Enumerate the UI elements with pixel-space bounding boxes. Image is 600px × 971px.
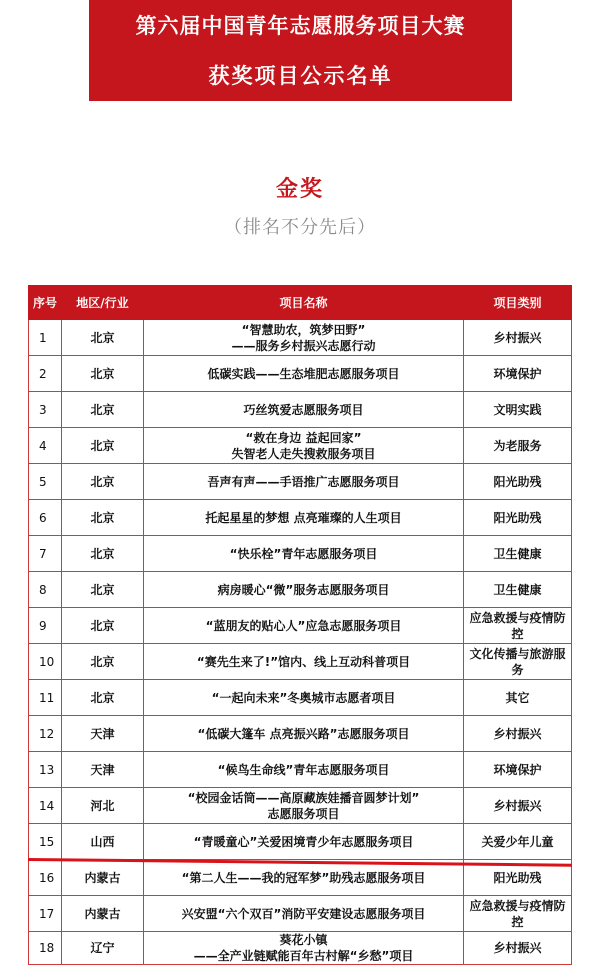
table-row <box>29 392 572 428</box>
table-row <box>29 932 572 965</box>
award-title: 金奖 <box>275 177 324 202</box>
project-name-line: 志愿服务项目 <box>267 806 340 821</box>
project-name-line: “低碳大篷车 点亮振兴路”志愿服务项目 <box>197 726 410 741</box>
row-category: 阳光助残 <box>464 860 572 896</box>
row-project-name <box>144 464 464 500</box>
row-category: 乡村振兴 <box>464 716 572 752</box>
row-no: 9 <box>29 608 62 644</box>
row-region: 北京 <box>62 536 144 572</box>
row-no: 14 <box>29 788 62 824</box>
row-category: 乡村振兴 <box>464 320 572 356</box>
project-name-line: 巧丝筑爱志愿服务项目 <box>243 402 364 417</box>
row-region: 北京 <box>62 428 144 464</box>
row-category: 其它 <box>464 680 572 716</box>
table-row <box>29 896 572 932</box>
project-name-line: ——全产业链赋能百年古村解“乡愁”项目 <box>193 949 414 963</box>
row-project-name <box>144 644 464 680</box>
row-project-name <box>144 608 464 644</box>
row-no: 2 <box>29 356 62 392</box>
project-name-line: “校园金话筒——高原藏族娃播音圆梦计划” <box>187 790 420 805</box>
row-region: 辽宁 <box>62 932 144 965</box>
row-region: 内蒙古 <box>62 896 144 932</box>
project-name-line: “救在身边 益起回家” <box>245 430 362 445</box>
row-region: 北京 <box>62 608 144 644</box>
row-category: 关爱少年儿童 <box>464 824 572 860</box>
project-name-line: 失智老人走失搜救服务项目 <box>231 446 376 461</box>
row-project-name <box>144 536 464 572</box>
project-name-line: 低碳实践——生态堆肥志愿服务项目 <box>207 366 400 381</box>
row-region: 天津 <box>62 752 144 788</box>
row-project-name <box>144 680 464 716</box>
row-category: 乡村振兴 <box>464 932 572 965</box>
row-project-name <box>144 716 464 752</box>
project-name-line: 兴安盟“六个双百”消防平安建设志愿服务项目 <box>181 906 426 921</box>
row-project-name <box>144 356 464 392</box>
row-project-name <box>144 572 464 608</box>
row-no: 4 <box>29 428 62 464</box>
table-row <box>29 608 572 644</box>
table-row <box>29 752 572 788</box>
title-banner <box>89 0 512 101</box>
banner-title-line2: 获奖项目公示名单 <box>208 64 393 88</box>
row-category: 阳光助残 <box>464 500 572 536</box>
row-region: 天津 <box>62 716 144 752</box>
table-header-row <box>29 286 572 320</box>
row-region: 河北 <box>62 788 144 824</box>
table-row <box>29 716 572 752</box>
row-category: 环境保护 <box>464 356 572 392</box>
row-category: 乡村振兴 <box>464 788 572 824</box>
project-name-line: 吾声有声——手语推广志愿服务项目 <box>207 474 400 489</box>
row-no: 8 <box>29 572 62 608</box>
row-project-name <box>144 320 464 356</box>
row-no: 12 <box>29 716 62 752</box>
row-no: 17 <box>29 896 62 932</box>
row-no: 3 <box>29 392 62 428</box>
row-no: 16 <box>29 860 62 896</box>
row-category: 阳光助残 <box>464 464 572 500</box>
table-row <box>29 464 572 500</box>
row-no: 5 <box>29 464 62 500</box>
row-region: 北京 <box>62 464 144 500</box>
row-project-name <box>144 500 464 536</box>
project-name-line: “一起向未来”冬奥城市志愿者项目 <box>211 690 396 705</box>
table-row <box>29 788 572 824</box>
project-name-line: 托起星星的梦想 点亮璀璨的人生项目 <box>205 510 402 525</box>
banner-title-line1: 第六届中国青年志愿服务项目大赛 <box>135 14 466 38</box>
row-region: 北京 <box>62 572 144 608</box>
row-no: 11 <box>29 680 62 716</box>
row-project-name <box>144 428 464 464</box>
row-category: 文化传播与旅游服务 <box>464 644 572 680</box>
row-no: 18 <box>29 932 62 965</box>
row-category: 文明实践 <box>464 392 572 428</box>
header-region: 地区/行业 <box>62 286 144 320</box>
table-row <box>29 356 572 392</box>
row-no: 1 <box>29 320 62 356</box>
row-no: 10 <box>29 644 62 680</box>
row-region: 北京 <box>62 320 144 356</box>
row-project-name <box>144 392 464 428</box>
row-region: 山西 <box>62 824 144 860</box>
row-no: 15 <box>29 824 62 860</box>
table-row <box>29 428 572 464</box>
project-name-line: “候鸟生命线”青年志愿服务项目 <box>217 762 390 777</box>
table-row <box>29 824 572 860</box>
award-subtitle: （排名不分先后） <box>224 217 376 238</box>
table-row <box>29 320 572 356</box>
project-name-line: 葵花小镇 <box>279 933 328 947</box>
table-row <box>29 572 572 608</box>
row-category: 为老服务 <box>464 428 572 464</box>
row-region: 北京 <box>62 644 144 680</box>
row-category: 应急救援与疫情防控 <box>464 608 572 644</box>
row-region: 北京 <box>62 356 144 392</box>
header-project-name: 项目名称 <box>144 286 464 320</box>
project-name-line: 病房暖心“微”服务志愿服务项目 <box>217 582 390 597</box>
header-category: 项目类别 <box>464 286 572 320</box>
table-row <box>29 644 572 680</box>
header-no: 序号 <box>29 286 62 320</box>
row-project-name <box>144 824 464 860</box>
project-name-line: “蓝朋友的贴心人”应急志愿服务项目 <box>205 618 402 633</box>
row-no: 13 <box>29 752 62 788</box>
row-category: 应急救援与疫情防控 <box>464 896 572 932</box>
table-row <box>29 500 572 536</box>
row-project-name <box>144 752 464 788</box>
row-region: 北京 <box>62 680 144 716</box>
project-name-line: “智慧助农，筑梦田野” <box>241 322 366 337</box>
project-name-line: “第二人生——我的冠军梦”助残志愿服务项目 <box>181 870 426 885</box>
row-category: 卫生健康 <box>464 572 572 608</box>
row-region: 北京 <box>62 500 144 536</box>
table-row <box>29 536 572 572</box>
row-region: 内蒙古 <box>62 860 144 896</box>
project-name-line: “青暖童心”关爱困境青少年志愿服务项目 <box>193 834 414 849</box>
row-project-name <box>144 788 464 824</box>
row-no: 7 <box>29 536 62 572</box>
row-region: 北京 <box>62 392 144 428</box>
project-name-line: “快乐栓”青年志愿服务项目 <box>229 546 378 561</box>
project-name-line: ——服务乡村振兴志愿行动 <box>231 338 376 353</box>
project-name-line: “赛先生来了!”馆内、线上互动科普项目 <box>196 654 411 669</box>
row-no: 6 <box>29 500 62 536</box>
table-row <box>29 680 572 716</box>
row-project-name <box>144 932 464 965</box>
row-category: 环境保护 <box>464 752 572 788</box>
row-category: 卫生健康 <box>464 536 572 572</box>
row-project-name <box>144 896 464 932</box>
